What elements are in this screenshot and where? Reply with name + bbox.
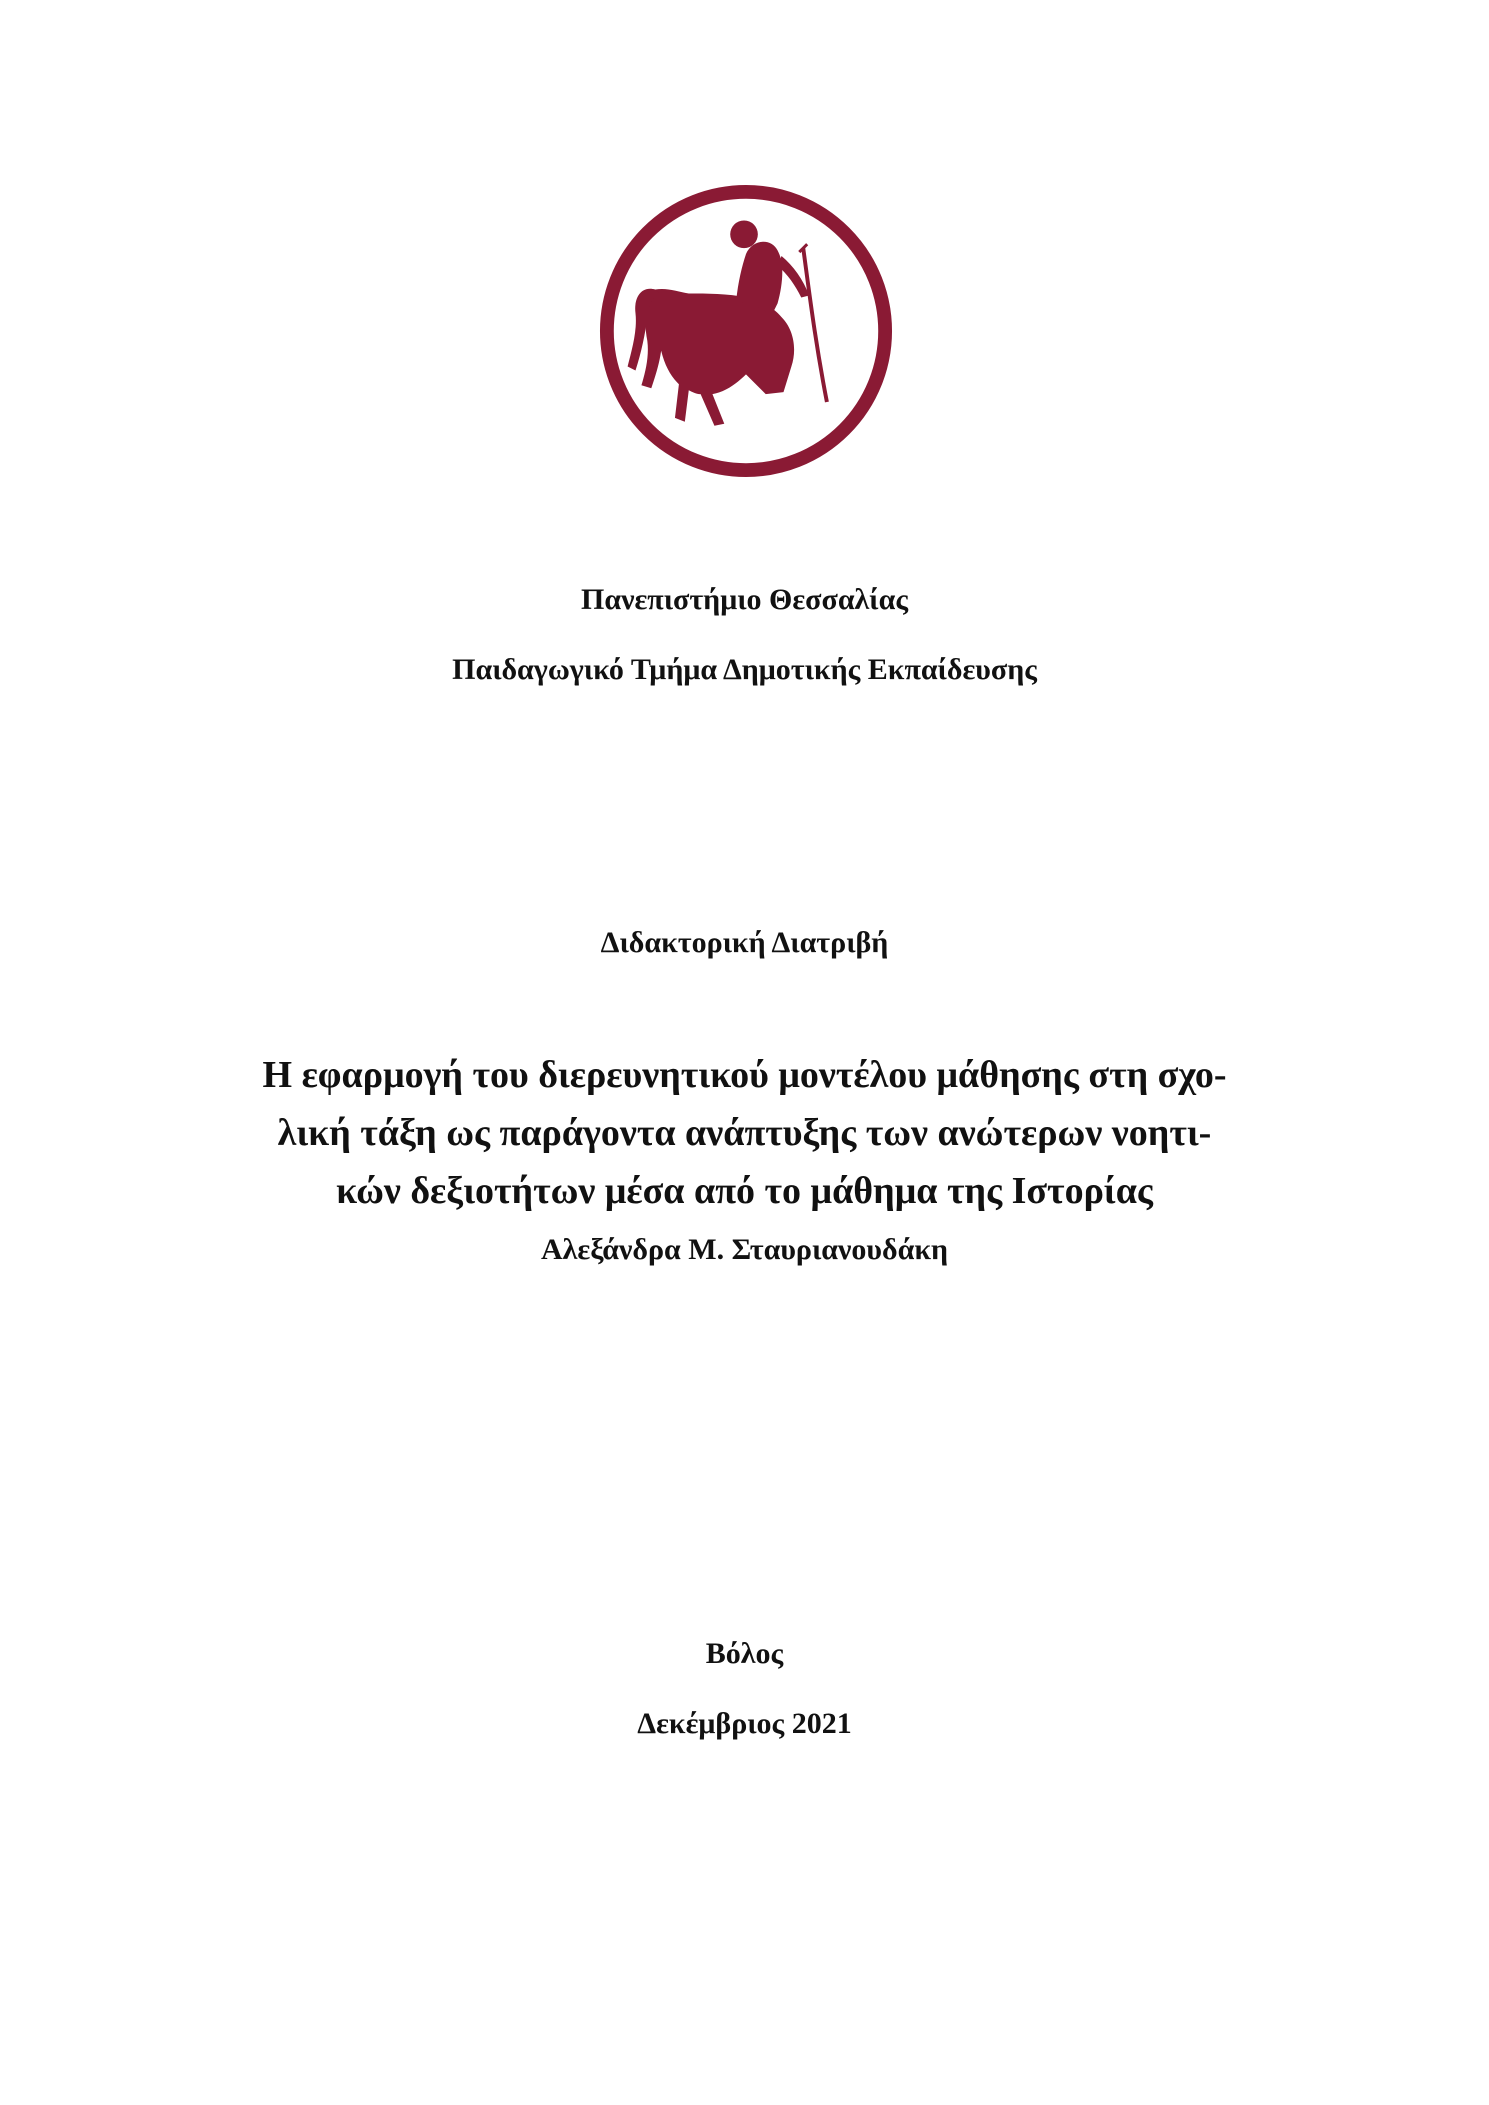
centaur-seal-icon bbox=[598, 183, 894, 479]
department-name: Παιδαγωγικό Τμήμα Δημοτικής Εκπαίδευσης bbox=[452, 653, 1037, 686]
institution-name: Πανεπιστήμιο Θεσσαλίας bbox=[581, 583, 908, 616]
thesis-type: Διδακτορική Διατριβή bbox=[600, 926, 889, 959]
thesis-title-line-2: λική τάξη ως παράγοντα ανάπτυξης των ανώτερων νοητι- bbox=[277, 1112, 1212, 1154]
thesis-title-line-1: Η εφαρμογή του διερευνητικού μοντέλου μάθησης στη σχο- bbox=[262, 1054, 1227, 1096]
publication-date: Δεκέμβριος 2021 bbox=[637, 1707, 852, 1740]
thesis-title-line-3: κών δεξιοτήτων μέσα από το μάθημα της Ιστορίας bbox=[336, 1170, 1153, 1212]
city: Βόλος bbox=[705, 1637, 784, 1670]
author-name: Αλεξάνδρα Μ. Σταυριανουδάκη bbox=[540, 1233, 949, 1266]
